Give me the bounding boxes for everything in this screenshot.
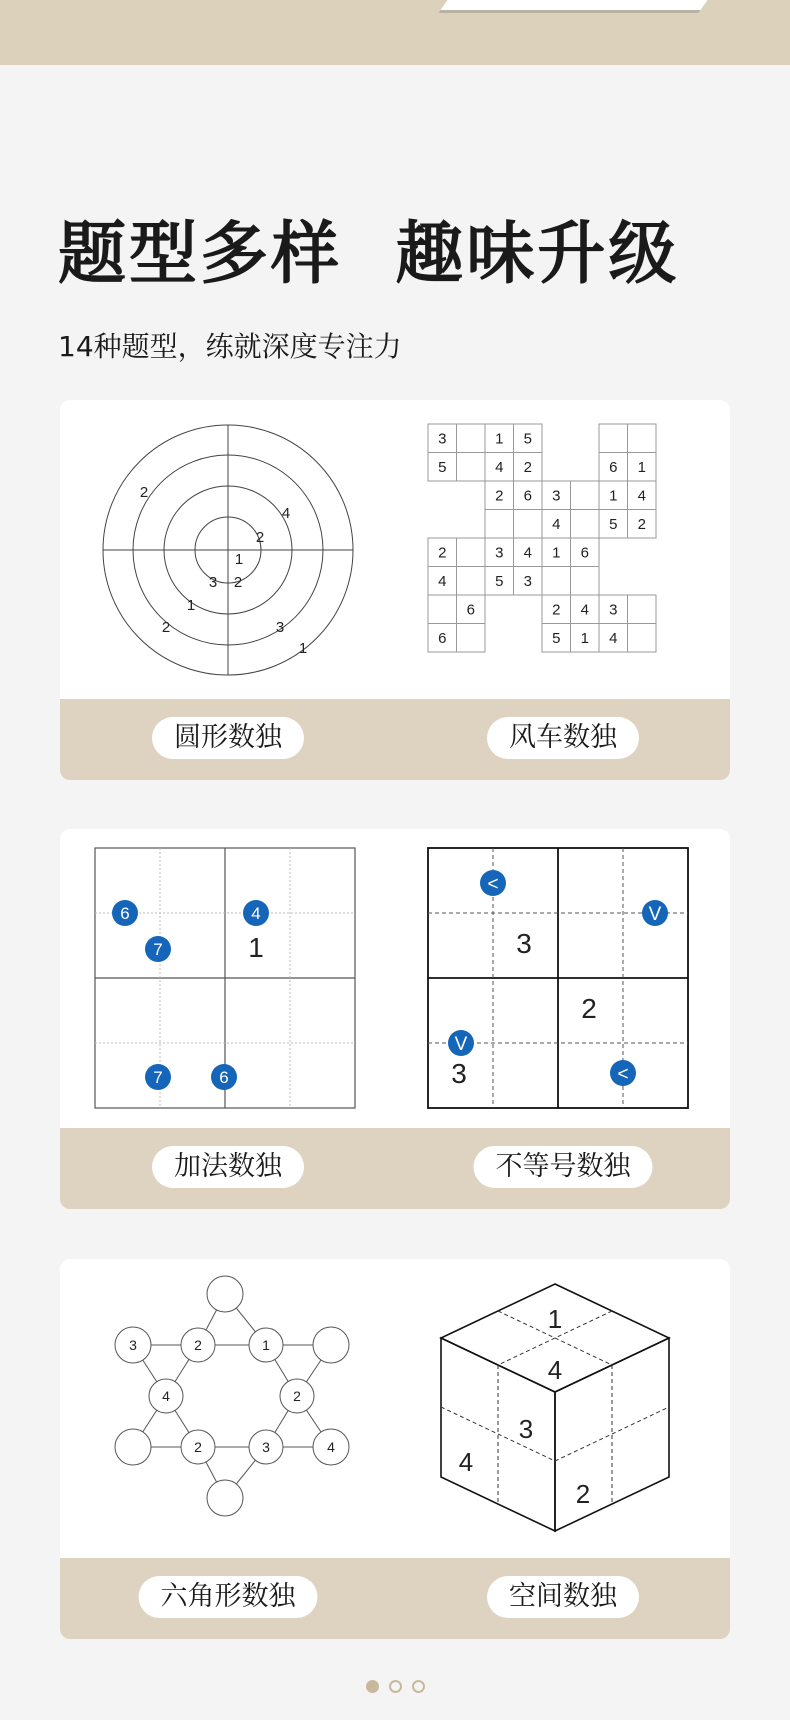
svg-text:7: 7 (153, 940, 163, 959)
windmill-cell-value: 6 (609, 458, 618, 476)
windmill-cell-value: 2 (637, 515, 646, 533)
hexagon-node-value: 2 (194, 1439, 202, 1455)
circle-number: 1 (234, 551, 244, 568)
given-digit: 2 (581, 993, 597, 1024)
inequality-sudoku-illustration (427, 847, 689, 1109)
svg-text:V: V (454, 1034, 468, 1055)
hexagon-node-value: 4 (327, 1439, 335, 1455)
windmill-cell-value: 1 (637, 458, 646, 476)
hexagon-node (313, 1327, 349, 1363)
circle-number: 2 (233, 574, 243, 591)
windmill-cell-value: 6 (466, 601, 475, 619)
windmill-cell-value: 6 (580, 544, 589, 562)
windmill-sudoku-illustration (427, 423, 683, 679)
circle-number: 1 (186, 597, 196, 614)
given-digit: 3 (516, 928, 532, 959)
hexagon-node (115, 1429, 151, 1465)
top-banner (0, 0, 790, 65)
cube-digit: 2 (575, 1479, 591, 1509)
label-windmill-sudoku[interactable]: 风车数独 (487, 717, 639, 759)
windmill-cell-value: 5 (609, 515, 618, 533)
card-footer (60, 1558, 730, 1639)
sum-badge (145, 1064, 171, 1090)
windmill-cell-value: 1 (552, 544, 561, 562)
sum-badge (243, 900, 269, 926)
sum-badge (145, 936, 171, 962)
addition-sudoku-illustration (94, 847, 356, 1109)
windmill-cell-value: 5 (495, 572, 504, 590)
windmill-cell-value: 4 (637, 487, 646, 505)
svg-text:6: 6 (219, 1068, 229, 1087)
windmill-cell-value: 2 (495, 487, 504, 505)
hexagon-node (207, 1480, 243, 1516)
windmill-cell-value: 4 (580, 601, 589, 619)
windmill-cell-value: 1 (609, 487, 618, 505)
hexagon-node-value: 1 (262, 1337, 270, 1353)
cube-digit: 4 (458, 1447, 474, 1477)
product-image (438, 0, 721, 13)
svg-text:V: V (648, 904, 662, 925)
circle-number: 2 (161, 619, 171, 636)
windmill-cell-value: 4 (552, 515, 561, 533)
windmill-cell-value: 5 (438, 458, 447, 476)
carousel-pager (0, 1678, 790, 1698)
windmill-cell-value: 3 (495, 544, 504, 562)
windmill-cell-value: 6 (438, 629, 447, 647)
hexagon-node-value: 3 (129, 1337, 137, 1353)
cube-digit: 4 (547, 1355, 563, 1385)
svg-text:<: < (617, 1064, 629, 1085)
pager-dot[interactable] (389, 1680, 402, 1693)
windmill-cell-value: 1 (495, 430, 504, 448)
hexagon-sudoku-illustration (90, 1271, 360, 1539)
page-title: 题型多样 趣味升级 (58, 215, 680, 294)
windmill-cell-value: 3 (523, 572, 532, 590)
windmill-cell-value: 2 (438, 544, 447, 562)
puzzle-card-3 (60, 1259, 730, 1639)
windmill-cell-value: 4 (523, 544, 532, 562)
cube-digit: 1 (547, 1304, 563, 1334)
circle-sudoku-illustration (98, 420, 358, 680)
sum-badge (112, 900, 138, 926)
inequality-badge (448, 1030, 474, 1056)
inequality-badge (610, 1060, 636, 1086)
hexagon-node-value: 2 (194, 1337, 202, 1353)
puzzle-card-2 (60, 829, 730, 1209)
label-addition-sudoku[interactable]: 加法数独 (152, 1146, 304, 1188)
puzzle-card-1 (60, 400, 730, 780)
svg-text:4: 4 (251, 904, 261, 923)
label-space-sudoku[interactable]: 空间数独 (487, 1576, 639, 1618)
circle-number: 2 (139, 484, 149, 501)
pager-dot[interactable] (366, 1680, 379, 1693)
hexagon-node-value: 2 (293, 1388, 301, 1404)
given-digit: 1 (248, 932, 264, 963)
card-footer (60, 699, 730, 780)
space-sudoku-illustration (435, 1281, 675, 1535)
circle-number: 4 (281, 505, 291, 522)
sum-badge (211, 1064, 237, 1090)
windmill-cell-value: 1 (580, 629, 589, 647)
given-digit: 3 (451, 1058, 467, 1089)
circle-number: 3 (275, 619, 285, 636)
windmill-cell-value: 3 (552, 487, 561, 505)
windmill-cell-value: 2 (523, 458, 532, 476)
windmill-cell-value: 6 (523, 487, 532, 505)
svg-text:6: 6 (120, 904, 130, 923)
label-circle-sudoku[interactable]: 圆形数独 (152, 717, 304, 759)
hexagon-node (207, 1276, 243, 1312)
windmill-cell-value: 5 (552, 629, 561, 647)
pager-dot[interactable] (412, 1680, 425, 1693)
label-hexagon-sudoku[interactable]: 六角形数独 (139, 1576, 318, 1618)
inequality-badge (480, 870, 506, 896)
svg-text:<: < (487, 874, 499, 895)
circle-number: 1 (298, 640, 308, 657)
page-subtitle: 14种题型，练就深度专注力 (58, 330, 402, 363)
hexagon-node-value: 4 (162, 1388, 170, 1404)
card-footer (60, 1128, 730, 1209)
windmill-cell-value: 4 (438, 572, 447, 590)
circle-number: 3 (208, 574, 218, 591)
hexagon-node-value: 3 (262, 1439, 270, 1455)
inequality-badge (642, 900, 668, 926)
windmill-cell-value: 5 (523, 430, 532, 448)
windmill-cell-value: 4 (609, 629, 618, 647)
label-inequality-sudoku[interactable]: 不等号数独 (474, 1146, 653, 1188)
cube-digit: 3 (518, 1414, 534, 1444)
svg-text:7: 7 (153, 1068, 163, 1087)
windmill-cell-value: 2 (552, 601, 561, 619)
windmill-cell-value: 3 (609, 601, 618, 619)
windmill-cell-value: 3 (438, 430, 447, 448)
circle-number: 2 (255, 529, 265, 546)
windmill-cell-value: 4 (495, 458, 504, 476)
